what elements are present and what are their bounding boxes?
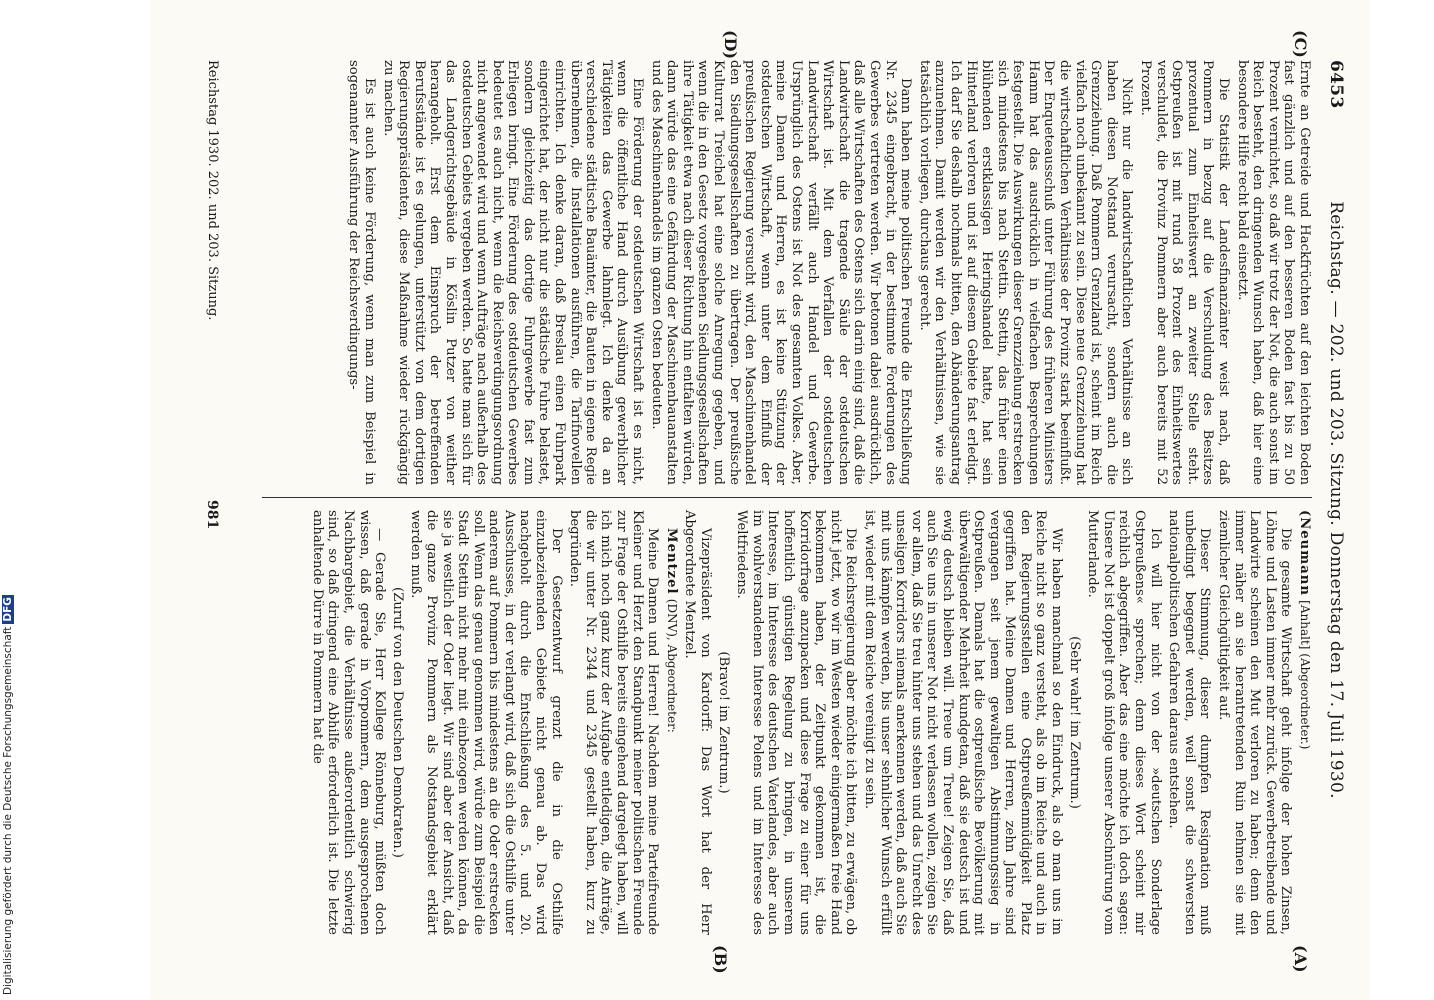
interjection: (Bravo! im Zentrum.) (715, 651, 731, 794)
paragraph: Ich will hier nicht von der »deutschen Sonderlage Ostpreußens« sprechen; denn dieses Wort scheint mir reichlich abgegriffen. Aber das eine möchte ich doch sagen: Unsere Not ist doppelt groß infolge unserer Abschnürung vom Mutterlande. (1085, 510, 1163, 935)
paragraph: Dieser Stimmung, dieser dumpfen Resignation muß unbedingt begegnet werden, weil sonst die schwersten nationalpolitischen Gefahren daraus entstehen. (1166, 510, 1213, 935)
column-divider (262, 497, 1312, 498)
scanned-document-page (150, 0, 1370, 1000)
speaker-name: (Neumann (1297, 510, 1312, 596)
speaker-title: (DNV), Abgeordneter: (664, 598, 679, 733)
page-header (1320, 60, 1350, 940)
dfg-logo: DFG (2, 597, 14, 622)
page-number: 6453 (1326, 60, 1346, 109)
text-column-right (232, 60, 1312, 485)
footer-page-number: 981 (204, 500, 220, 530)
speaker-name: Mentzel (663, 528, 679, 595)
paragraph: Ernte an Getreide und Hackfrüchten auf den leichten Boden fast gänzlich und auf den besseren Boden fast bis zu 50 Prozent vernichtet, so daß wir trotz der Not, die auch sonst im Reich besteht, den dringenden Wunsch haben, daß hier eine besondere Hilfe recht bald einsetzt. (1234, 60, 1312, 485)
margin-marker-c: (C) (1291, 30, 1310, 58)
paragraph: Die gesamte Wirtschaft geht infolge der hohen Zinsen, Löhne und Lasten immer mehr zurück. Gewerbetreibende und Landwirte scheinen den Mut verloren zu haben; denn den immer näher an sie herantretenden Ruin nehmen sie mit ziemlicher Gleichgültigkeit auf. (1216, 510, 1294, 935)
paragraph: Wir haben manchmal so den Eindruck, als ob man uns im Reiche nicht so ganz versteht, als ob im Reiche und auch in den Regierungsstellen eine Ostpreußenmüdigkeit Platz gegriffen hat. Meine Damen und Herren, zehn Jahre sind vergangen seit jenem gewaltigen Abstimmungssieg in Ostpreußen. Damals hat die ostpreußische Bevölkerung mit überwältigender Mehrheit kundgetan, daß sie deutsch ist und ewig deutsch bleiben will. Treue um Treue! Zeigen Sie, daß auch Sie uns in unserer Not nicht verlassen wollen, zeigen Sie vor allem, daß Sie treu hinter uns stehen und das Unrecht des unseligen Korridors niemals anerkennen werden, daß auch Sie mit uns kämpfen werden, bis unser sehnlicher Wunsch erfüllt ist, wieder mit dem Reiche vereinigt zu sein. (861, 510, 1065, 935)
paragraph: Nicht nur die landwirtschaftlichen Verhältnisse an sich haben diesen Notstand verursacht, sondern auch die Grenzziehung. Daß Pommern Grenzland ist, scheint im Reich vielfach noch unbekannt zu sein. Diese neue Grenzziehung hat die wirtschaftlichen Verhältnisse der Provinz stark beeinflußt. Der Enqueteausschuß unter Führung des früheren Ministers Hamm hat das ausdrücklich in vielfachen Besprechungen festgestellt. Die Auswirkungen dieser Grenzziehung erstrecken sich mindestens bis nach Stettin. Stettin, das früher einen blühenden erstklassigen Heringshandel hatte, hat sein Hinterland verloren und ist auf diesem Gebiete fast erledigt. Ich darf Sie deshalb nochmals bitten, den Abänderungsantrag anzunehmen. Damit werden wir den Verhältnissen, wie sie tatsächlich vorliegen, durchaus gerecht. (916, 60, 1135, 485)
paragraph: Es ist auch keine Förderung, wenn man zum Beispiel in sogenannter Ausführung der Reichsverdingungs- (346, 60, 377, 485)
interjection: (Sehr wahr! im Zentrum.) (1066, 636, 1082, 809)
paragraph: Die Reichsregierung aber möchte ich bitten, zu erwägen, ob nicht jetzt, wo wir im Westen wieder einigermaßen freie Hand bekommen haben, der Zeitpunkt gekommen ist, die Korridorfrage anzupacken und diese Frage zu einer für uns hoffentlich günstigen Regelung zu bringen, in unserem Interesse, im Interesse des deutschen Vaterlandes, aber auch im wohlverstandenen Interesse Polens und im Interesse des Weltfriedens. (734, 510, 859, 935)
speaker-line (663, 510, 679, 935)
paragraph: Der Gesetzentwurf grenzt die in die Osthilfe einzubeziehenden Gebiete nicht genau ab. Das wird nachgeholt durch die Entschließung des 5. und 20. Ausschusses, in der verlangt wird, daß sich die Osthilfe unter anderem auf Pommern bis mindestens an die Oder erstrecken soll. Wenn das genau genommen wird, würde zum Beispiel die Stadt Stettin nicht mehr mit einbezogen werden können, da sie ja westlich der Oder liegt. Wir sind aber der Ansicht, daß die ganze Provinz Pommern als Notstandsgebiet erklärt werden muß. (408, 510, 564, 935)
paragraph: Dann haben meine politischen Freunde die Entschließung Nr. 2345 eingebracht, in der bestimmte Forderungen des Gewerbes vertreten werden. Wir betonen dabei ausdrücklich, daß alle Wirtschaften des Ostens sich darin einig sind, daß die Landwirtschaft die tragende Säule der ostdeutschen Wirtschaft ist. Mit dem Verfallen der ostdeutschen Landwirtschaft verfällt auch Handel und Gewerbe. Ursprünglich des Ostens ist Not des gesamten Volkes. Aber, meine Damen und Herren, es ist keine Stützung der ostdeutschen Wirtschaft, wenn unter dem Einfluß der preußischen Regierung versucht wird, den Maschinenhandel den Siedlungsgesellschaften zu übertragen. Der preußische Kulturrat Treichel hat eine solche Anregung gegeben, und wenn die in den Gesetz vorgesehenen Siedlungsgesellschaften ihre Tätigkeit etwa nach dieser Richtung hin entfalten würden, dann würde das eine Gefährdung der Maschinenbauanstalten und des Maschinenhandels im ganzen Osten bedeuten. (648, 60, 914, 485)
paragraph: Meine Damen und Herren! Nachdem meine Parteifreunde Kleiner und Herzt den Standpunkt meiner politischen Freunde zur Frage der Osthilfe bereits eingehend dargelegt haben, will ich mich noch ganz kurz der Aufgabe entledigen, die Anträge, die wir unter Nr. 2344 und 2345 gestellt haben, kurz zu begründen. (567, 510, 661, 935)
speaker-title: [Anhalt] (Abgeordneter.) (1298, 600, 1312, 750)
paragraph: — Gerade Sie, Herr Kollege Rönneburg, müßten doch wissen, daß gerade in Vorpommern, dem ausgesprochenen Nachbargebiet, die Verhältnisse außerordentlich schwierig sind, so daß dringend eine Abhilfe erforderlich ist. Die letzte anhaltende Dürre in Pommern hat die (309, 510, 388, 935)
vice-president-line: Vizepräsident von Kardorff: Das Wort hat der Herr Abgeordnete Mentzel. (682, 510, 714, 935)
text-column-left (232, 510, 1312, 935)
margin-marker-d: (D) (721, 30, 740, 60)
speaker-line (1296, 510, 1312, 935)
paragraph: Die Statistik der Landesfinanzämter weist nach, daß Pommern in bezug auf die Verschuldung des Besitzes prozentual zum Einheitswert an zweiter Stelle steht. Ostpreußen ist mit rund 58 Prozent des Einheitswertes verschuldet, die Provinz Pommern aber auch bereits mit 52 Prozent. (1138, 60, 1232, 485)
margin-marker-b: (B) (711, 945, 730, 974)
footer-left: Reichstag 1930. 202. und 203. Sitzung. (205, 60, 220, 321)
credit-text: Digitalisierung gefördert durch die Deutsche Forschungsgemeinschaft (2, 626, 14, 995)
paragraph: Eine Förderung der ostdeutschen Wirtschaft ist es nicht, wenn die öffentliche Hand durch Ausübung gewerblicher Tätigkeiten das Gewerbe lahmlegt. Ich denke da an verschiedene städtische Bauämter, die Bauten in eigene Regie übernehmen, die Installationen ausführen, die Tarifnovellen einrichten. Ich denke daran, daß Breslau einen Fuhrpark eingerichtet hat, der nicht nur die städtische Fuhre belastet, sondern gleichzeitig das dortige Fuhrgewerbe fast zum Erliegen bringt. Eine Förderung des ostdeutschen Gewerbes bedeutet es auch nicht, wenn die Reichsverdingungsordnung nicht angewendet wird und wenn Aufträge nach außerhalb des ostdeutschen Gebiets vergeben werden. So hatte man sich für das Landgerichtsgebäude in Köslin Putzer von weither herangeholt. Erst dem Einspruch der betreffenden Berufsstände ist es gelungen, unterstützt von dem dortigen Regierungspräsidenten, diese Maßnahme wieder rückgängig zu machen. (380, 60, 646, 485)
margin-marker-a: (A) (1291, 945, 1310, 973)
digitization-credit (2, 597, 16, 995)
header-title: Reichstag. — 202. und 203. Sitzung. Donnerstag den 17. Juli 1930. (1326, 201, 1346, 799)
interjection: (Zuruf von den Deutschen Demokraten.) (389, 587, 405, 858)
